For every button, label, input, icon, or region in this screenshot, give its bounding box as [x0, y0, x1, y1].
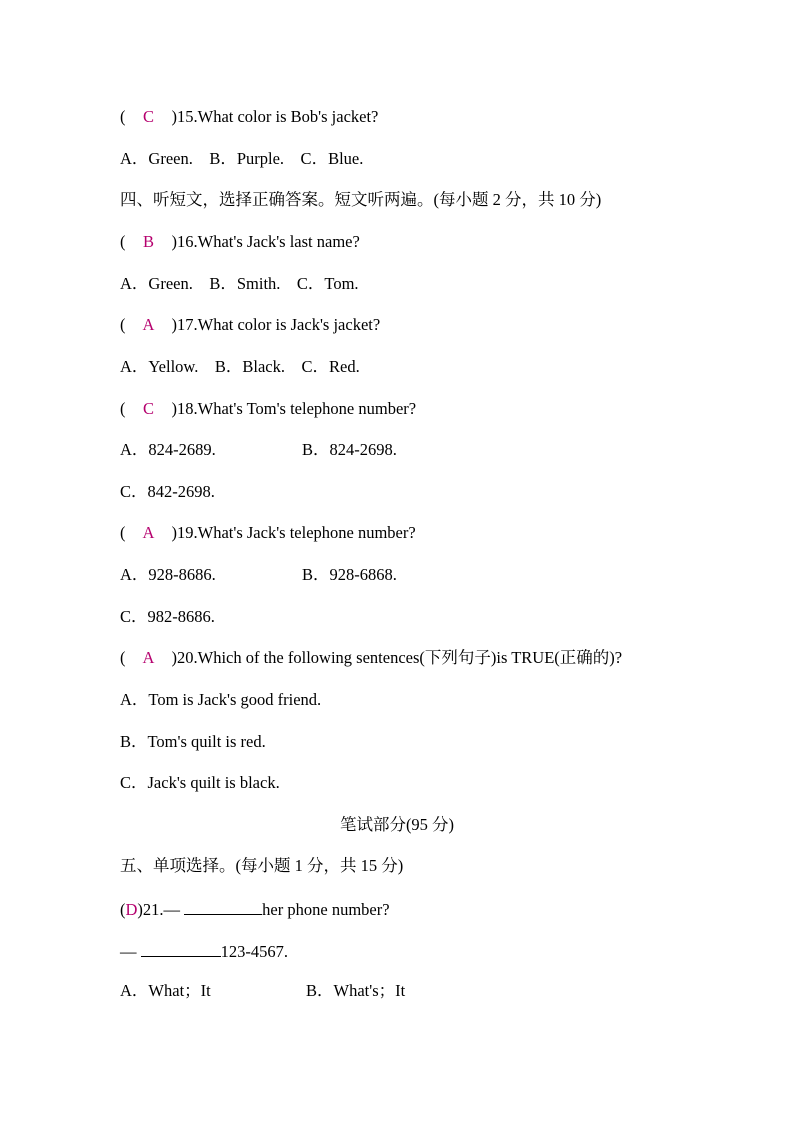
- question-16-options: A．Green. B．Smith. C．Tom.: [120, 274, 359, 293]
- question-18: ( C )18.What's Tom's telephone number?: [120, 399, 417, 418]
- option-21-a: A．What；It: [120, 981, 211, 1000]
- question-19-options-row: [120, 565, 620, 585]
- answer-21: D: [125, 900, 138, 919]
- option-19-b: B．928-6868.: [302, 565, 397, 584]
- option-20-a: A．Tom is Jack's good friend.: [120, 690, 322, 709]
- option-19-a: A．928-8686.: [120, 565, 216, 584]
- answer-blank-21b: [141, 940, 221, 957]
- question-15-options: A．Green. B．Purple. C．Blue.: [120, 149, 364, 168]
- answer-19: A: [142, 523, 155, 542]
- question-15-stem: )15.What color is Bob's jacket?: [171, 107, 379, 126]
- question-15: ( C )15.What color is Bob's jacket?: [120, 107, 379, 126]
- question-21-options-row: [120, 981, 620, 1001]
- answer-18: C: [142, 399, 154, 418]
- question-17: ( A )17.What color is Jack's jacket?: [120, 315, 381, 334]
- option-21-b: B．What's；It: [306, 981, 406, 1000]
- written-part-heading: 笔试部分(95 分): [339, 815, 455, 834]
- question-18-options-row: [120, 440, 620, 460]
- answer-16: B: [142, 232, 154, 251]
- answer-blank-21a: [184, 898, 262, 915]
- option-20-b: B．Tom's quilt is red.: [120, 732, 266, 751]
- question-17-options: A．Yellow. B．Black. C．Red.: [120, 357, 360, 376]
- question-17-stem: )17.What color is Jack's jacket?: [171, 315, 381, 334]
- option-18-b: B．824-2698.: [302, 440, 397, 459]
- question-16-stem: )16.What's Jack's last name?: [171, 232, 360, 251]
- option-18-a: A．824-2689.: [120, 440, 216, 459]
- section-5-heading: 五、单项选择。(每小题 1 分，共 15 分): [120, 856, 404, 875]
- question-21: (D)21.— her phone number?: [120, 900, 390, 919]
- answer-15: C: [142, 107, 154, 126]
- question-20-stem: )20.Which of the following sentences(下列句子)is TRUE(正确的)?: [171, 648, 623, 667]
- option-20-c: C．Jack's quilt is black.: [120, 773, 280, 792]
- question-19-stem: )19.What's Jack's telephone number?: [171, 523, 416, 542]
- section-4-heading: 四、听短文，选择正确答案。短文听两遍。(每小题 2 分，共 10 分): [120, 190, 602, 209]
- question-20: ( A )20.Which of the following sentences(下列句子)is TRUE(正确的)?: [120, 648, 623, 667]
- question-21-reply: — 123-4567.: [120, 942, 288, 961]
- answer-17: A: [142, 315, 155, 334]
- option-19-c: C．982-8686.: [120, 607, 215, 626]
- question-16: ( B )16.What's Jack's last name?: [120, 232, 360, 251]
- answer-20: A: [142, 648, 155, 667]
- question-18-stem: )18.What's Tom's telephone number?: [171, 399, 417, 418]
- question-19: ( A )19.What's Jack's telephone number?: [120, 523, 416, 542]
- option-18-c: C．842-2698.: [120, 482, 215, 501]
